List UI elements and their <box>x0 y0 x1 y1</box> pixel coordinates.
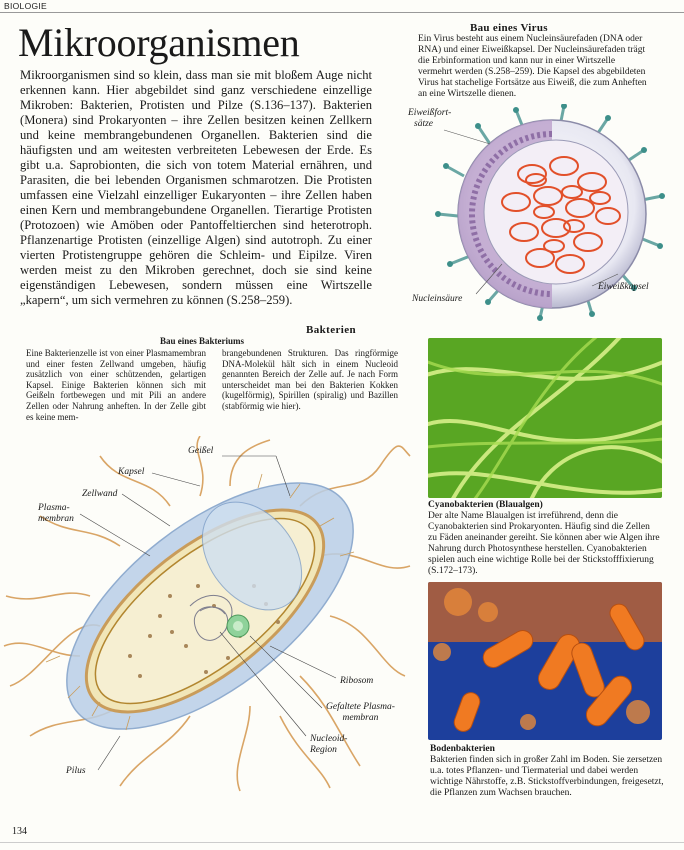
bacterium-illustration <box>0 436 412 796</box>
label-folded-membrane: Gefaltete Plasma- membran <box>326 702 395 723</box>
bacterium-structure-heading: Bau eines Bakteriums <box>160 336 245 346</box>
cyanobacteria-photo <box>428 338 662 498</box>
section-label: BIOLOGIE <box>4 1 48 11</box>
header-rule <box>0 12 684 13</box>
virus-heading: Bau eines Virus <box>470 22 548 34</box>
bacterium-text-right: brangebundenen Strukturen. Das ringförmige DNA-Molekül hält sich in einem Nucleoid genannten Bereich der Zelle auf. Je nach Form unterscheidet man bei den Bakterien Kokken (kugelförmig), Spirillen (spiralig) und Bazillen (stabförmig wie hier). <box>222 348 398 411</box>
bacterium-folded-membrane <box>227 615 249 637</box>
cyanobacteria-caption: Der alte Name Blaualgen ist irreführend, denn die Cyanobakterien sind Prokaryonten. Häufig sind die Zellen zu Fäden aneinander gereiht. Sie können aber wie Algen ihre Nahrung durch Photosynthese herstellen. Cyanobakterien spielen auch eine wichtige Rolle bei der Stickstofffixierung (S.172–173). <box>428 511 660 576</box>
page-title: Mikroorganismen <box>18 20 300 65</box>
soil-bacteria-title: Bodenbakterien <box>430 744 495 754</box>
label-ribosome: Ribosom <box>340 676 374 686</box>
footer-rule <box>0 842 684 843</box>
label-spikes: Eiweißfort- sätze <box>408 108 452 129</box>
label-pilus: Pilus <box>66 766 86 776</box>
intro-paragraph: Mikroorganismen sind so klein, dass man sie mit bloßem Auge nicht erkennen kann. Hier abgebildet sind ganz verschiedene einzellige Mikroben: Bakterien, Protisten und Pilze (S.136–137). Bakterien (Monera) sind Prokaryonten – ihre Zellen besitzen keinen Zellkern und keine membrangebundenen Organellen. Bakterien sind die häufigsten und am weitesten verbreiteten Lebewesen der Erde. Es gibt u.a. Saprobionten, die sich von totem Material ernähren, und Parasiten, die bei lebenden Organismen schmarotzen. Die Protisten umfassen eine Vielzahl einzelliger Eukaryonten – ihre Zellen haben einen Kern und membrangebundene Organellen. Tierartige Protisten (Protozoen) wie Amöben oder Pantoffeltierchen sind heterotroph. Pflanzenartige Protisten (einzellige Algen) sind autotroph. Zu einer vierten Protistengruppe gehören die Schleim- und Eipilze. Viren werden meist zu den Mikroben gerechnet, doch sie sind keine eigenständigen Lebewesen, sondern müssen eine Wirtszelle „kapern“, um sich vermehren zu können (S.258–259). <box>20 68 372 307</box>
cyanobacteria-title: Cyanobakterien (Blaualgen) <box>428 500 543 510</box>
label-cell-wall: Zellwand <box>82 489 118 499</box>
label-capsule: Eiweißkapsel <box>598 282 649 292</box>
soil-bacteria-caption: Bakterien finden sich in großer Zahl im Boden. Sie zersetzen u.a. totes Pflanzen- und Tiermaterial und dabei werden wichtige Nährstoffe, z.B. Stickstoffverbindungen, freigesetzt, die Pflanzen zum Wachsen brauchen. <box>430 755 664 798</box>
bacteria-heading: Bakterien <box>306 324 357 336</box>
soil-bacteria-photo <box>428 582 662 740</box>
label-flagellum: Geißel <box>188 446 214 456</box>
label-nucleic-acid: Nucleinsäure <box>412 294 463 304</box>
label-bacterium-capsule: Kapsel <box>118 467 145 477</box>
label-plasma-membrane: Plasma- membran <box>38 503 74 524</box>
page-number: 134 <box>12 826 27 837</box>
virus-description: Ein Virus besteht aus einem Nucleinsäurefaden (DNA oder RNA) und einer Eiweißkapsel. Der Nucleinsäurefaden trägt die Erbinformation und kann nur in einer Wirtszelle vermehrt werden (S.258–259). Die Kapsel des abgebildeten Virus hat stachelige Fortsätze aus Eiweiß, die zum Anheften an eine Wirtszelle dienen. <box>418 34 647 99</box>
bacterium-text-left: Eine Bakterienzelle ist von einer Plasmamembran und einer festen Zellwand umgeben, häufig zusätzlich von einer schützenden, gelartigen Kapsel. Einige Bakterien können sich mit Geißeln fortbewegen und mit Pili an andere Zellen oder Nahrung anheften. In der Zelle gibt es keine mem- <box>26 348 206 422</box>
label-nucleoid: Nucleoid- Region <box>310 734 348 755</box>
